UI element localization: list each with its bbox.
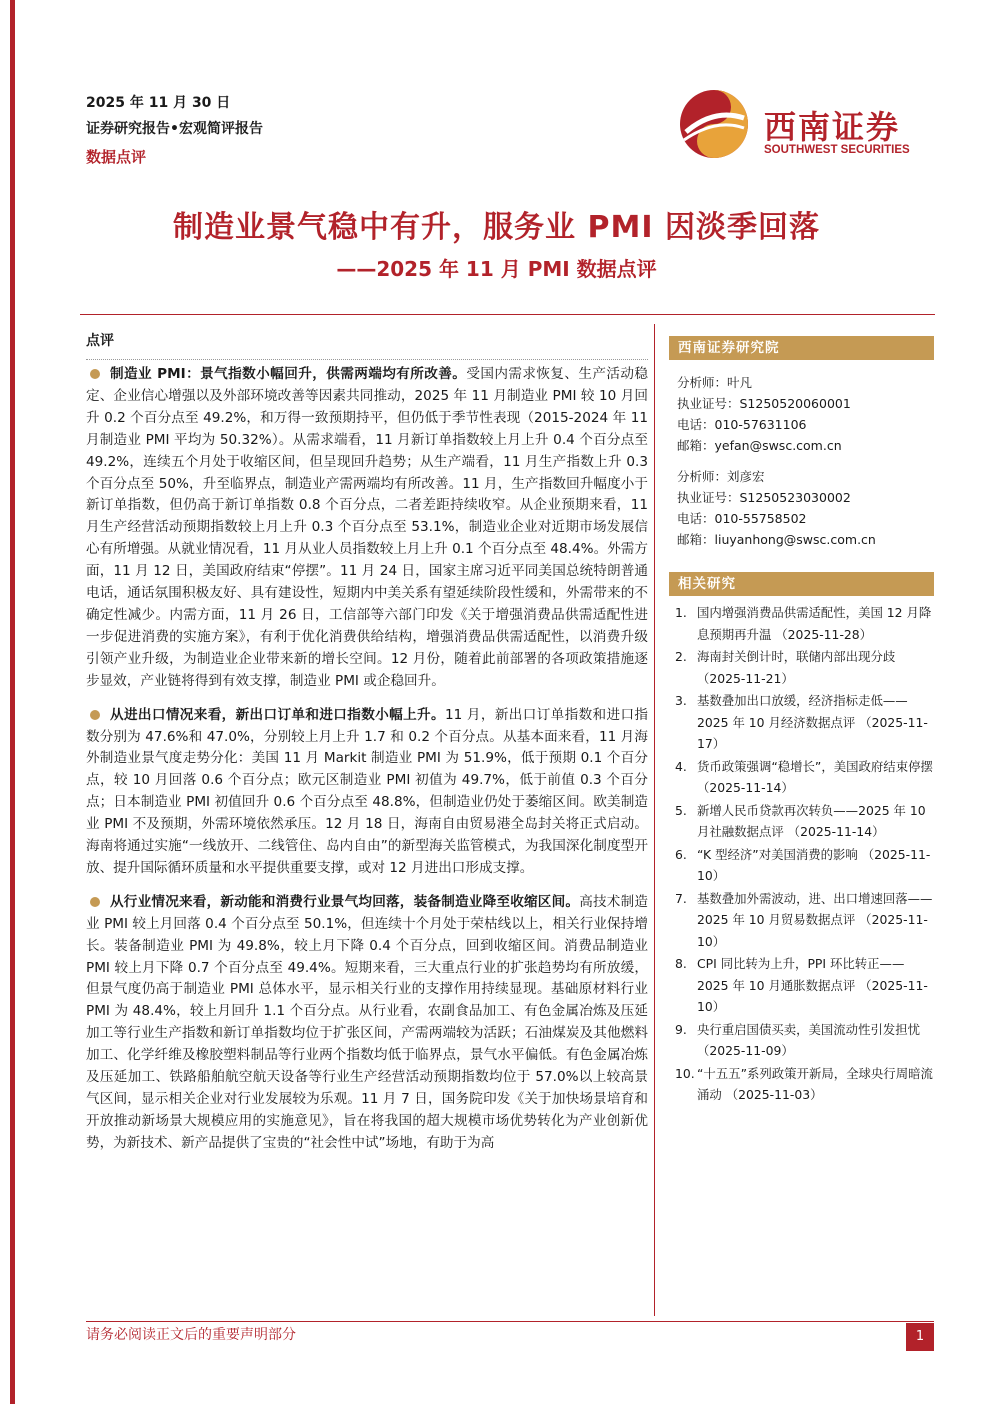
logo-english-name: SOUTHWEST SECURITIES (764, 144, 910, 156)
related-item-text: 新增人民币贷款再次转负——2025 年 10 月社融数据点评 （2025-11-14） (697, 802, 926, 839)
related-item[interactable] (675, 756, 934, 799)
section-divider (86, 359, 648, 360)
analyst-cert: 执业证号：S1250523030002 (677, 490, 851, 505)
related-item-text: 基数叠加外需波动，进、出口增速回落——2025 年 10 月贸易数据点评 （2025-11-10） (697, 890, 933, 949)
related-item-text: “K 型经济”对美国消费的影响 （2025-11-10） (697, 846, 931, 883)
bullet-lead: 从进出口情况来看，新出口订单和进口指数小幅上升。 (110, 706, 445, 723)
related-research-header: 相关研究 (669, 572, 934, 596)
related-item-number: 2. (675, 649, 687, 664)
analyst-name: 分析师：刘彦宏 (677, 469, 765, 484)
analyst-name: 分析师：叶凡 (677, 375, 753, 390)
related-item-number: 6. (675, 846, 687, 862)
company-logo (676, 88, 926, 168)
related-item[interactable] (675, 800, 934, 843)
related-item[interactable] (675, 953, 934, 1018)
report-category: 数据点评 (86, 148, 147, 166)
related-item-text: CPI 同比转为上升，PPI 环比转正——2025 年 10 月通胀数据点评 （2025-11-10） (697, 956, 928, 1014)
related-item-number: 4. (675, 758, 687, 774)
related-item-number: 8. (675, 956, 687, 971)
report-date: 2025 年 11 月 30 日 (86, 95, 231, 111)
bullet-body: 受国内需求恢复、生产活动稳定、企业信心增强以及外部环境改善等因素共同推动，2025 年 11 月制造业 PMI 较 10 月回升 0.2 个百分点至 49.2%，和万得一致预期持平，但仍低于季节性表现（2015-2024 年 11 月制造业 PMI 平均为 50.32%）。从需求端看，11 月新订单指数较上月上升 0.4 个百分点至 49.2%，连续五个月处于收缩区间，但呈现回升趋势；从生产端看，11 月生产指数上升 0.3 个百分点至 50%，升至临界点，制造业产需两端均有所改善。11 月，生产指数回升幅度小于新订单指数，但仍高于新订单指数 0.8 个百分点，二者差距持续收窄。从企业预期来看，11 月生产经营活动预期指数较上月上升 0.3 个百分点至 53.1%，制造业企业对近期市场发展信心有所增强。从就业情况看，11 月从业人员指数较上月上升 0.1 个百分点至 48.4%。外需方面，11 月 12 日，美国政府结束“停摆”。11 月 24 日，国家主席习近平同美国总统特朗普通电话，通话氛围积极友好、具有建设性，短期内中美关系有望延续阶段性缓和，外需带来的不确定性减少。内需方面，11 月 26 日，工信部等六部门印发《关于增强消费品供需适配性进一步促进消费的实施方案》，有利于优化消费供给结构，增强消费品供需适配性，以消费升级引领产业升级，为制造业企业带来新的增长空间。12 月份，随着此前部署的各项政策措施逐步显效，产业链将得到有效支撑，制造业 PMI 或企稳回升。 (86, 366, 649, 689)
related-item-text: 国内增强消费品供需适配性，美国 12 月降息预期再升温 （2025-11-28） (697, 605, 932, 642)
related-item[interactable] (675, 888, 934, 953)
related-item-text: 基数叠加出口放缓，经济指标走低——2025 年 10 月经济数据点评 （2025-11-17） (697, 693, 928, 751)
report-subtitle: ——2025 年 11 月 PMI 数据点评 (336, 257, 657, 281)
column-divider (654, 324, 655, 1316)
sidebar (669, 336, 934, 1106)
analyst-phone: 电话：010-57631106 (677, 417, 807, 432)
related-item-number: 5. (675, 802, 687, 818)
bullet-icon (90, 710, 100, 720)
bullet-body: 高技术制造业 PMI 较上月回落 0.4 个百分点至 50.1%，但连续十个月处于荣枯线以上，相关行业保持增长。装备制造业 PMI 为 49.8%，较上月下降 0.4 个百分点，回到收缩区间。消费品制造业 PMI 较上月下降 0.7 个百分点至 49.4%。短期来看，三大重点行业的扩张趋势均有所放缓，但景气度仍高于制造业 PMI 总体水平，显示相关行业的支撑作用持续显现。基础原材料行业 PMI 为 48.4%，较上月回升 1.1 个百分点。从行业看，农副食品加工、有色金属冶炼及压延加工等行业生产指数和新订单指数均位于扩张区间，产需两端较为活跃；石油煤炭及其他燃料加工、化学纤维及橡胶塑料制品等行业两个指数均低于临界点，景气水平偏低。有色金属冶炼及压延加工、铁路船舶航空航天设备等行业生产经营活动预期指数均位于 57.0%以上较高景气区间，显示相关企业对行业发展较为乐观。11 月 7 日，国务院印发《关于加快场景培育和开放推动新场景大规模应用的实施意见》，旨在将我国的超大规模市场优势转化为产业创新优势，为新技术、新产品提供了宝贵的“社会性中试”场地，有助于为高 (86, 893, 648, 1151)
analyst-info (669, 372, 934, 550)
related-item-text: 海南封关倒计时，联储内部出现分歧 （2025-11-21） (697, 649, 896, 686)
related-item-text: “十五五”系列政策开新局，全球央行周暗流涌动 （2025-11-03） (697, 1065, 933, 1102)
related-item-text: 央行重启国债买卖，美国流动性引发担忧 （2025-11-09） (697, 1021, 921, 1058)
bullet-paragraph (86, 705, 648, 880)
related-item[interactable] (675, 602, 934, 645)
footer-disclaimer: 请务必阅读正文后的重要声明部分 (86, 1327, 296, 1343)
logo-chinese-name: 西南证券 (764, 108, 901, 146)
related-item[interactable] (675, 844, 934, 887)
related-item[interactable] (675, 1019, 934, 1062)
page-number: 1 (906, 1323, 934, 1351)
institute-header: 西南证券研究院 (669, 336, 934, 360)
bullet-lead: 制造业 PMI：景气指数小幅回升，供需两端均有所改善。 (110, 366, 467, 382)
analyst-cert: 执业证号：S1250520060001 (677, 396, 851, 411)
bullet-lead: 从行业情况来看，新动能和消费行业景气均回落，装备制造业降至收缩区间。 (110, 893, 580, 910)
bullet-icon (90, 369, 100, 379)
related-item-number: 3. (675, 693, 687, 708)
related-item-number: 1. (675, 605, 687, 620)
bullet-paragraph (86, 364, 648, 693)
related-item[interactable] (675, 690, 934, 755)
bullet-paragraph (86, 892, 648, 1155)
main-content (86, 324, 648, 1167)
logo-emblem-icon (678, 88, 750, 160)
related-research-list (669, 602, 934, 1106)
related-item-number: 7. (675, 890, 687, 906)
related-item-text: 货币政策强调“稳增长”，美国政府结束停摆 （2025-11-14） (697, 758, 933, 795)
analyst-email[interactable]: 邮箱：yefan@swsc.com.cn (677, 438, 842, 453)
bullet-icon (90, 897, 100, 907)
title-divider (80, 314, 935, 315)
footer-divider (86, 1321, 934, 1322)
report-type: 证券研究报告•宏观简评报告 (86, 121, 263, 137)
section-title: 点评 (86, 333, 114, 349)
analyst-email[interactable]: 邮箱：liuyanhong@swsc.com.cn (677, 532, 876, 547)
related-item-number: 10. (675, 1065, 695, 1081)
bullet-body: 11 月，新出口订单指数和进口指数分别为 47.6%和 47.0%，分别较上月上升 1.7 和 0.2 个百分点。从基本面来看，11 月海外制造业景气度走势分化：美国 11 月 Markit 制造业 PMI 为 51.9%，低于预期 0.1 个百分点，较 10 月回落 0.6 个百分点；欧元区制造业 PMI 初值为 49.7%，低于前值 0.3 个百分点；日本制造业 PMI 初值回升 0.6 个百分点至 48.8%，但制造业仍处于萎缩区间。欧美制造业 PMI 不及预期，外需环境依然承压。12 月 18 日，海南自由贸易港全岛封关将正式启动。海南将通过实施“一线放开、二线管住、岛内自由”的新型海关监管模式，为我国深化制度型开放、提升国际循环质量和水平提供重要支撑，或对 12 月进出口形成支撑。 (86, 706, 649, 876)
related-item[interactable] (675, 646, 934, 689)
related-item[interactable] (675, 1063, 934, 1106)
related-item-number: 9. (675, 1021, 687, 1037)
report-title: 制造业景气稳中有升，服务业 PMI 因淡季回落 (173, 210, 820, 245)
analyst-phone: 电话：010-55758502 (677, 511, 807, 526)
